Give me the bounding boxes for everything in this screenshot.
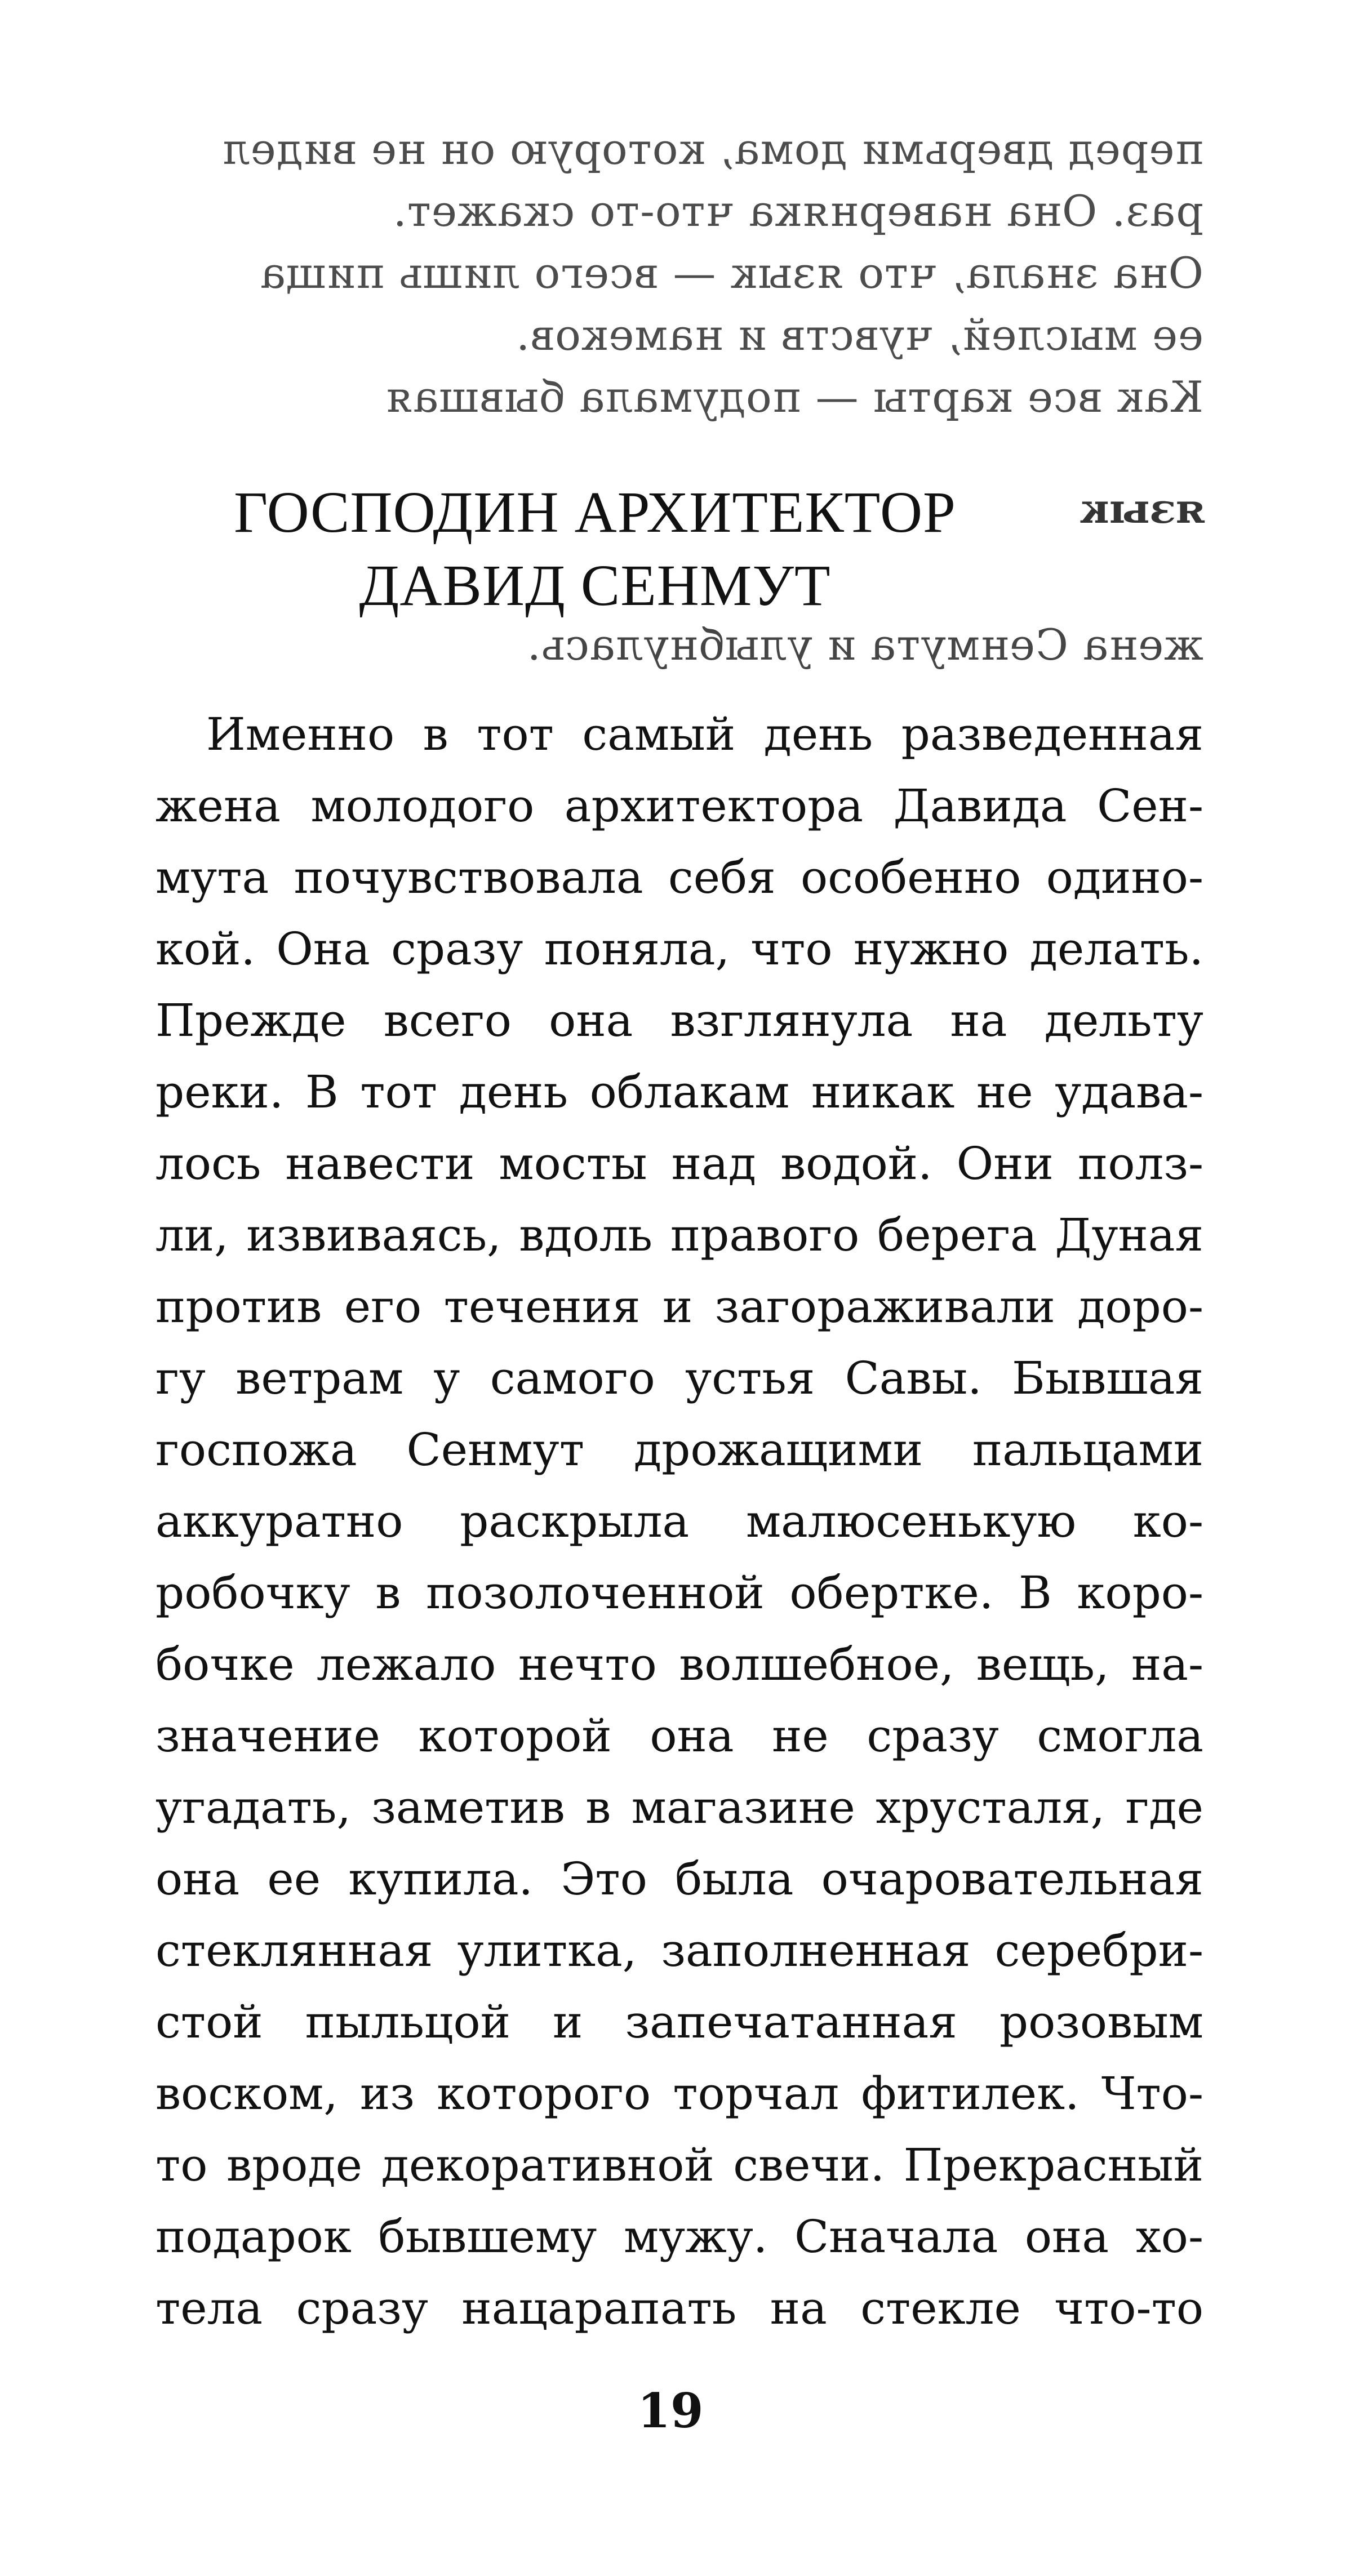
- body-line: аккуратно раскрыла малюсенькую ко-: [156, 1495, 1203, 1547]
- body-line: стой пыльцой и запечатанная розовым: [156, 1996, 1203, 2048]
- show-through-line: Как все карты — подумала бывшая: [385, 372, 1203, 422]
- body-line: воском, из которого торчал фитилек. Что-: [156, 2067, 1203, 2120]
- body-line: жена молодого архитектора Давида Сен-: [156, 780, 1203, 832]
- show-through-side-word: язык: [1080, 484, 1206, 532]
- show-through-line: ее мыслей, чувств и намеков.: [516, 310, 1203, 360]
- page-number: 19: [637, 2383, 704, 2439]
- body-line: мута почувствовала себя особенно одино-: [156, 851, 1203, 904]
- body-line: то вроде декоративной свечи. Прекрасный: [156, 2139, 1203, 2191]
- body-line: ли, извиваясь, вдоль правого берега Дуная: [156, 1209, 1203, 1261]
- body-line: бочке лежало нечто волшебное, вещь, на-: [156, 1638, 1203, 1690]
- chapter-title-line2: ДАВИД СЕНМУТ: [359, 553, 831, 618]
- body-line: значение которой она не сразу смогла: [156, 1710, 1203, 1762]
- body-line: тела сразу нацарапать на стекле что-то: [156, 2282, 1203, 2334]
- body-line: реки. В тот день облакам никак не удава-: [156, 1066, 1203, 1118]
- body-paragraph: [156, 698, 1203, 2344]
- body-line: подарок бывшему мужу. Сначала она хо-: [156, 2210, 1203, 2263]
- body-line: кой. Она сразу поняла, что нужно делать.: [156, 923, 1203, 975]
- body-line: гу ветрам у самого устья Савы. Бывшая: [156, 1352, 1203, 1404]
- body-line: угадать, заметив в магазине хрусталя, где: [156, 1781, 1203, 1834]
- body-line: стеклянная улитка, заполненная серебри-: [156, 1924, 1203, 1977]
- body-line: против его течения и загораживали доро-: [156, 1280, 1203, 1333]
- show-through-line: перед дверьми дома, которую он не видел: [222, 124, 1203, 174]
- show-through-text: [156, 118, 1203, 428]
- show-through-tail-line: жена Сенмута и улыбнулась.: [526, 620, 1203, 670]
- body-line: робочку в позолоченной обертке. В коро-: [156, 1567, 1203, 1619]
- body-line: Именно в тот самый день разведенная: [206, 708, 1203, 760]
- body-line: Прежде всего она взглянула на дельту: [156, 994, 1203, 1047]
- show-through-line: раз. Она наверняка что-то скажет.: [392, 186, 1203, 236]
- body-line: она ее купила. Это была очаровательная: [156, 1853, 1203, 1905]
- body-line: лось навести мосты над водой. Они полз-: [156, 1137, 1203, 1190]
- body-line: госпожа Сенмут дрожащими пальцами: [156, 1423, 1203, 1476]
- show-through-line: Она знала, что язык — всего лишь пища: [259, 248, 1203, 298]
- chapter-title-line1: ГОСПОДИН АРХИТЕКТОР: [234, 480, 956, 545]
